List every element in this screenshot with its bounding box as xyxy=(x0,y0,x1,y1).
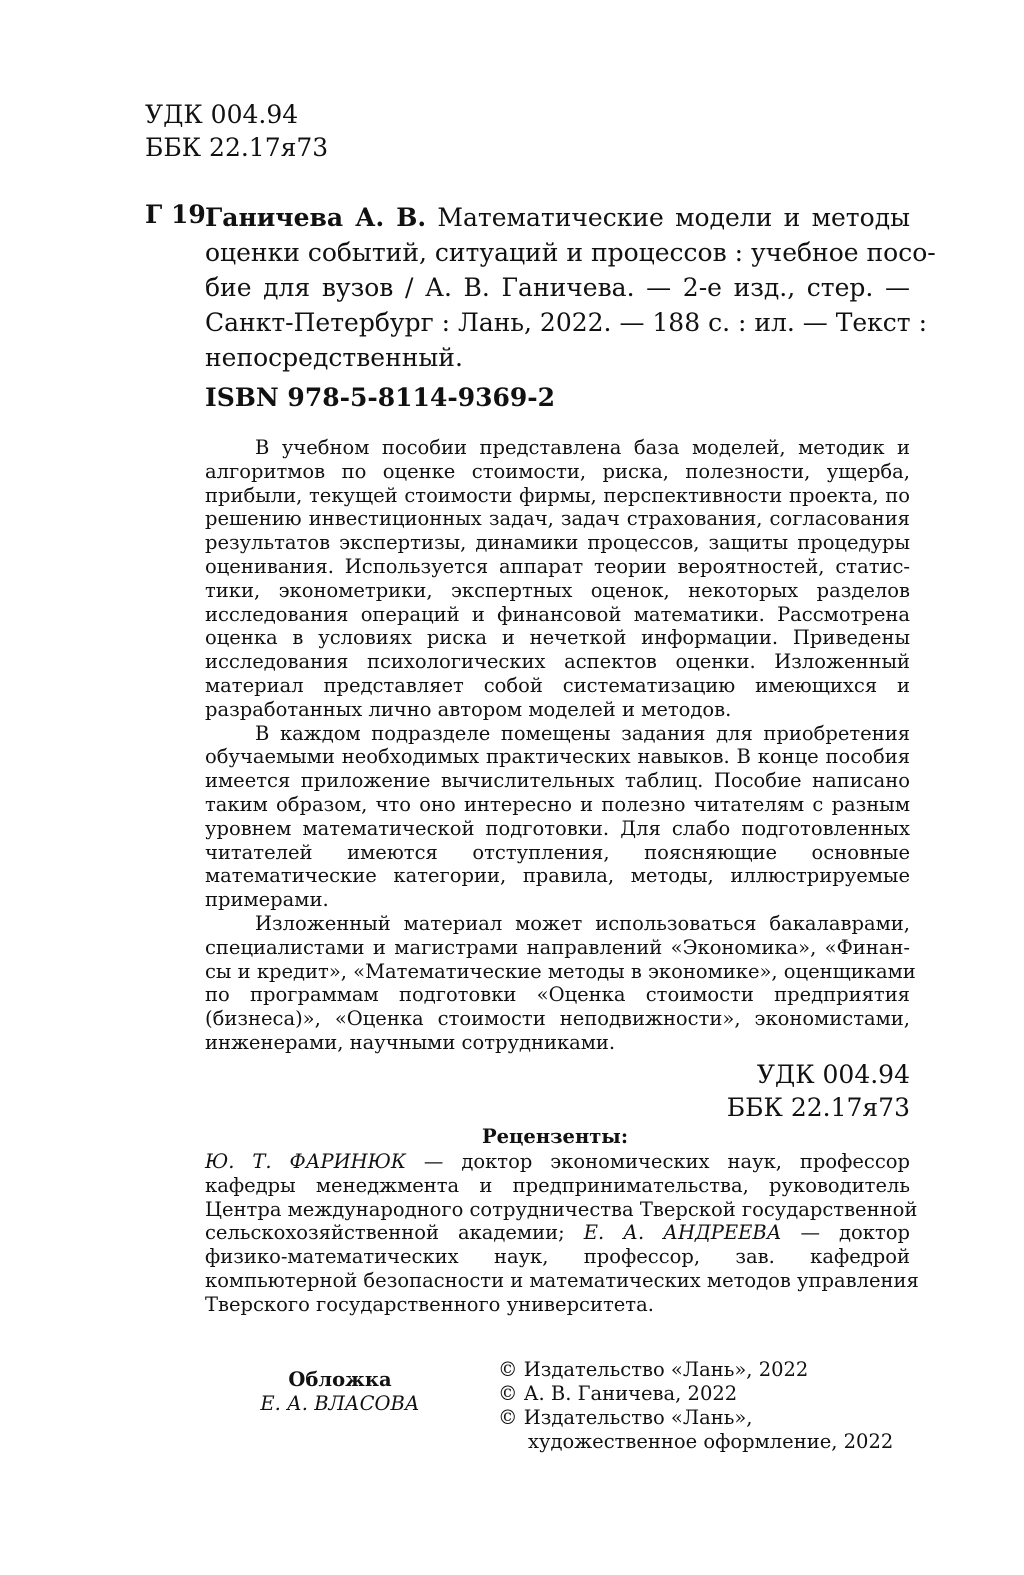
abstract-line: исследования психологических аспектов оценки. Изложенный xyxy=(205,650,910,674)
abstract-line: оценка в условиях риска и нечеткой информации. Приведены xyxy=(205,626,910,650)
reviewer-line: Центра международного сотрудничества Тверской государственной xyxy=(205,1197,918,1221)
reviewer-name: Ю. Т. ФАРИНЮК xyxy=(205,1150,406,1173)
abstract-line: алгоритмов по оценке стоимости, риска, полезности, ущерба, xyxy=(205,459,910,483)
biblio-line: оценки событий, ситуаций и процессов : учебное посо- xyxy=(205,238,936,267)
biblio-line: бие для вузов / А. В. Ганичева. — 2-е изд., стер. — xyxy=(205,273,910,302)
abstract-line: Изложенный материал может использоваться бакалаврами, xyxy=(255,911,910,935)
abstract-line: по программам подготовки «Оценка стоимости предприятия xyxy=(205,983,910,1007)
classification-top xyxy=(145,98,328,164)
abstract-line: В учебном пособии представлена база моделей, методик и xyxy=(255,436,910,459)
author-name: Ганичева А. В. xyxy=(205,203,427,232)
abstract-line: таким образом, что оно интересно и полезно читателям с разным xyxy=(205,792,910,816)
author-mark: Г 19 xyxy=(145,200,206,229)
reviewer-desc: сельскохозяйственной академии; xyxy=(205,1221,584,1245)
cover-credit xyxy=(255,1368,425,1416)
abstract-line: (бизнеса)», «Оценка стоимости неподвижности», экономистами, xyxy=(205,1007,910,1031)
reviewer-line: Тверского государственного университета. xyxy=(205,1292,654,1316)
bbk-code: ББК 22.17я73 xyxy=(145,133,329,162)
title-start: Математические модели и методы xyxy=(426,203,910,232)
abstract-line: примерами. xyxy=(205,888,329,912)
abstract-line: имеется приложение вычислительных таблиц. Пособие написано xyxy=(205,769,910,793)
bibliographic-record xyxy=(205,200,936,375)
abstract-line: сы и кредит», «Математические методы в экономике», оценщиками xyxy=(205,959,916,983)
reviewer-name: Е. А. АНДРЕЕВА xyxy=(583,1221,782,1245)
copyright-line: © А. В. Ганичева, 2022 xyxy=(498,1382,738,1405)
reviewer-desc: — доктор экономических наук, профессор xyxy=(406,1150,910,1173)
isbn: ISBN 978-5-8114-9369-2 xyxy=(205,383,556,412)
abstract-line: оценивания. Используется аппарат теории вероятностей, статис- xyxy=(205,554,910,578)
bbk-code: ББК 22.17я73 xyxy=(726,1093,910,1122)
abstract-line: материал представляет собой систематизацию имеющихся и xyxy=(205,673,910,697)
abstract-line: разработанных лично автором моделей и методов. xyxy=(205,697,732,721)
abstract-line: тики, эконометрики, экспертных оценок, некоторых разделов xyxy=(205,578,910,602)
reviewers-text xyxy=(205,1150,919,1317)
abstract-line: читателей имеются отступления, поясняющие основные xyxy=(205,840,910,864)
abstract-line: решению инвестиционных задач, задач страхования, согласования xyxy=(205,507,910,531)
udk-code: УДК 004.94 xyxy=(145,100,299,129)
reviewer-line: физико-математических наук, профессор, зав. кафедрой xyxy=(205,1245,910,1269)
cover-designer: Е. А. ВЛАСОВА xyxy=(260,1392,420,1415)
abstract xyxy=(205,436,916,1055)
udk-code: УДК 004.94 xyxy=(756,1060,910,1089)
cover-label: Обложка xyxy=(288,1368,392,1391)
abstract-line: инженерами, научными сотрудниками. xyxy=(205,1030,616,1054)
copyright-line: художественное оформление, 2022 xyxy=(528,1430,894,1453)
reviewer-desc: — доктор xyxy=(781,1221,910,1245)
classification-bottom xyxy=(727,1058,910,1124)
abstract-line: специалистами и магистрами направлений «Экономика», «Финан- xyxy=(205,935,910,959)
copyright-line: © Издательство «Лань», xyxy=(498,1406,753,1429)
abstract-line: исследования операций и финансовой математики. Рассмотрена xyxy=(205,602,910,626)
abstract-line: математические категории, правила, методы, иллюстрируемые xyxy=(205,864,910,888)
biblio-line xyxy=(205,200,910,235)
abstract-line: прибыли, текущей стоимости фирмы, перспективности проекта, по xyxy=(205,483,910,507)
copyright-line: © Издательство «Лань», 2022 xyxy=(498,1358,809,1381)
biblio-line: Санкт-Петербург : Лань, 2022. — 188 с. : ил. — Текст : xyxy=(205,308,928,337)
reviewers-title: Рецензенты: xyxy=(481,1125,629,1148)
abstract-line: уровнем математической подготовки. Для слабо подготовленных xyxy=(205,816,910,840)
abstract-line: результатов экспертизы, динамики процессов, защиты процедуры xyxy=(205,531,910,555)
abstract-line: В каждом подразделе помещены задания для приобретения xyxy=(255,721,910,745)
reviewer-line xyxy=(205,1150,910,1174)
copyright-block xyxy=(498,1358,893,1454)
abstract-line: обучаемыми необходимых практических навыков. В конце пособия xyxy=(205,745,910,769)
biblio-line: непосредственный. xyxy=(205,343,463,372)
reviewer-line xyxy=(205,1221,910,1245)
reviewer-line: компьютерной безопасности и математических методов управления xyxy=(205,1268,919,1292)
reviewer-line: кафедры менеджмента и предпринимательства, руководитель xyxy=(205,1173,910,1197)
